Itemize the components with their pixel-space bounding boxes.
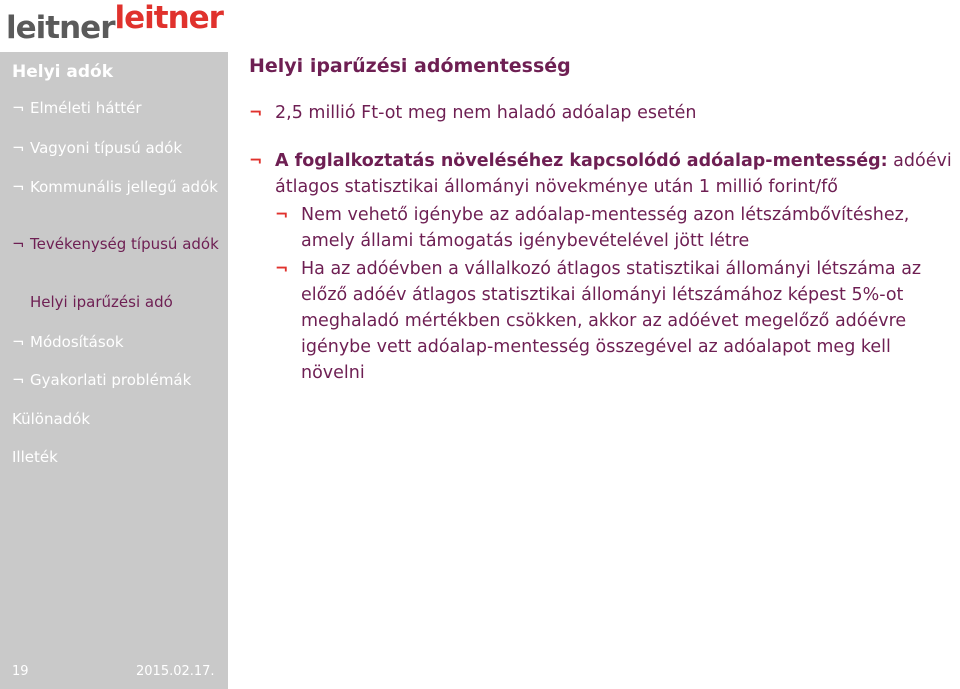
sidebar-item-label: Kommunális jellegű adók (30, 178, 218, 196)
logo (6, 0, 223, 46)
list-item (249, 100, 954, 126)
bullet-text (275, 148, 954, 200)
page-title: Helyi iparűzési adómentesség (249, 55, 571, 77)
bullet-rest-text: adóévi átlagos statisztikai állományi növekménye után 1 millió forint/fő (275, 151, 952, 197)
sidebar-item-label: Helyi iparűzési adó (30, 293, 173, 311)
sidebar-item-kommunalis-jellegu-adok[interactable] (12, 177, 222, 197)
bullet-icon: ¬ (12, 139, 25, 157)
sidebar-item-gyakorlati-problemak[interactable] (12, 370, 222, 390)
bullet-icon: ¬ (249, 151, 263, 170)
sidebar-item-helyi-iparuzesi-ado[interactable] (30, 292, 226, 312)
list-item (249, 148, 954, 200)
sidebar-item-tevekenyseg-tipusu-adok[interactable] (12, 234, 222, 254)
bullet-icon: ¬ (249, 103, 263, 122)
sidebar-item-label: Illeték (12, 448, 58, 466)
sub-bullet-text: Nem vehető igénybe az adóalap-mentesség azon létszámbővítéshez, amely állami támogatás igénybevételével jött létre (301, 205, 910, 251)
bullet-text: 2,5 millió Ft-ot meg nem haladó adóalap esetén (275, 103, 697, 123)
sidebar-item-label: Tevékenység típusú adók (30, 235, 219, 253)
sidebar-item-label: Elméleti háttér (30, 99, 142, 117)
sidebar-item-modositasok[interactable] (12, 332, 222, 352)
bullet-bold-text: A foglalkoztatás növeléséhez kapcsolódó adóalap-mentesség: (275, 151, 888, 171)
bullet-icon: ¬ (275, 259, 289, 278)
bullet-icon: ¬ (12, 333, 25, 351)
bullet-icon: ¬ (275, 205, 289, 224)
logo-text-red: leitner (114, 0, 223, 36)
bullet-icon: ¬ (12, 371, 25, 389)
sidebar-item-label: Különadók (12, 410, 91, 428)
slide-content (249, 100, 954, 386)
bullet-icon: ¬ (12, 99, 25, 117)
page-number: 19 (12, 664, 29, 679)
sidebar-title[interactable]: Helyi adók (12, 62, 114, 82)
sidebar-item-label: Vagyoni típusú adók (30, 139, 183, 157)
sub-bullet-text: Ha az adóévben a vállalkozó átlagos statisztikai állományi létszáma az előző adóév átlagos statisztikai állományi létszámához képest 5%-ot meghaladó mértékben csökken, akkor az adóévet megelőző adóévre igénybe vett adóalap-mentesség összegével az adóalapot meg kell növelni (301, 259, 922, 383)
bullet-icon: ¬ (12, 235, 25, 253)
sidebar-item-label: Gyakorlati problémák (30, 371, 192, 389)
logo-text-grey: leitner (6, 10, 115, 46)
bullet-icon: ¬ (12, 178, 25, 196)
sidebar-item-vagyoni-tipusu-adok[interactable] (12, 138, 222, 158)
sidebar-item-kulonadok[interactable] (12, 409, 222, 429)
sidebar-item-elmeleti-hatter[interactable] (12, 98, 222, 118)
sidebar (0, 52, 228, 689)
sub-list-item (249, 202, 954, 254)
sidebar-item-illetek[interactable] (12, 447, 222, 467)
slide-date: 2015.02.17. (136, 664, 215, 679)
sub-list-item (249, 256, 954, 386)
sidebar-item-label: Módosítások (30, 333, 124, 351)
